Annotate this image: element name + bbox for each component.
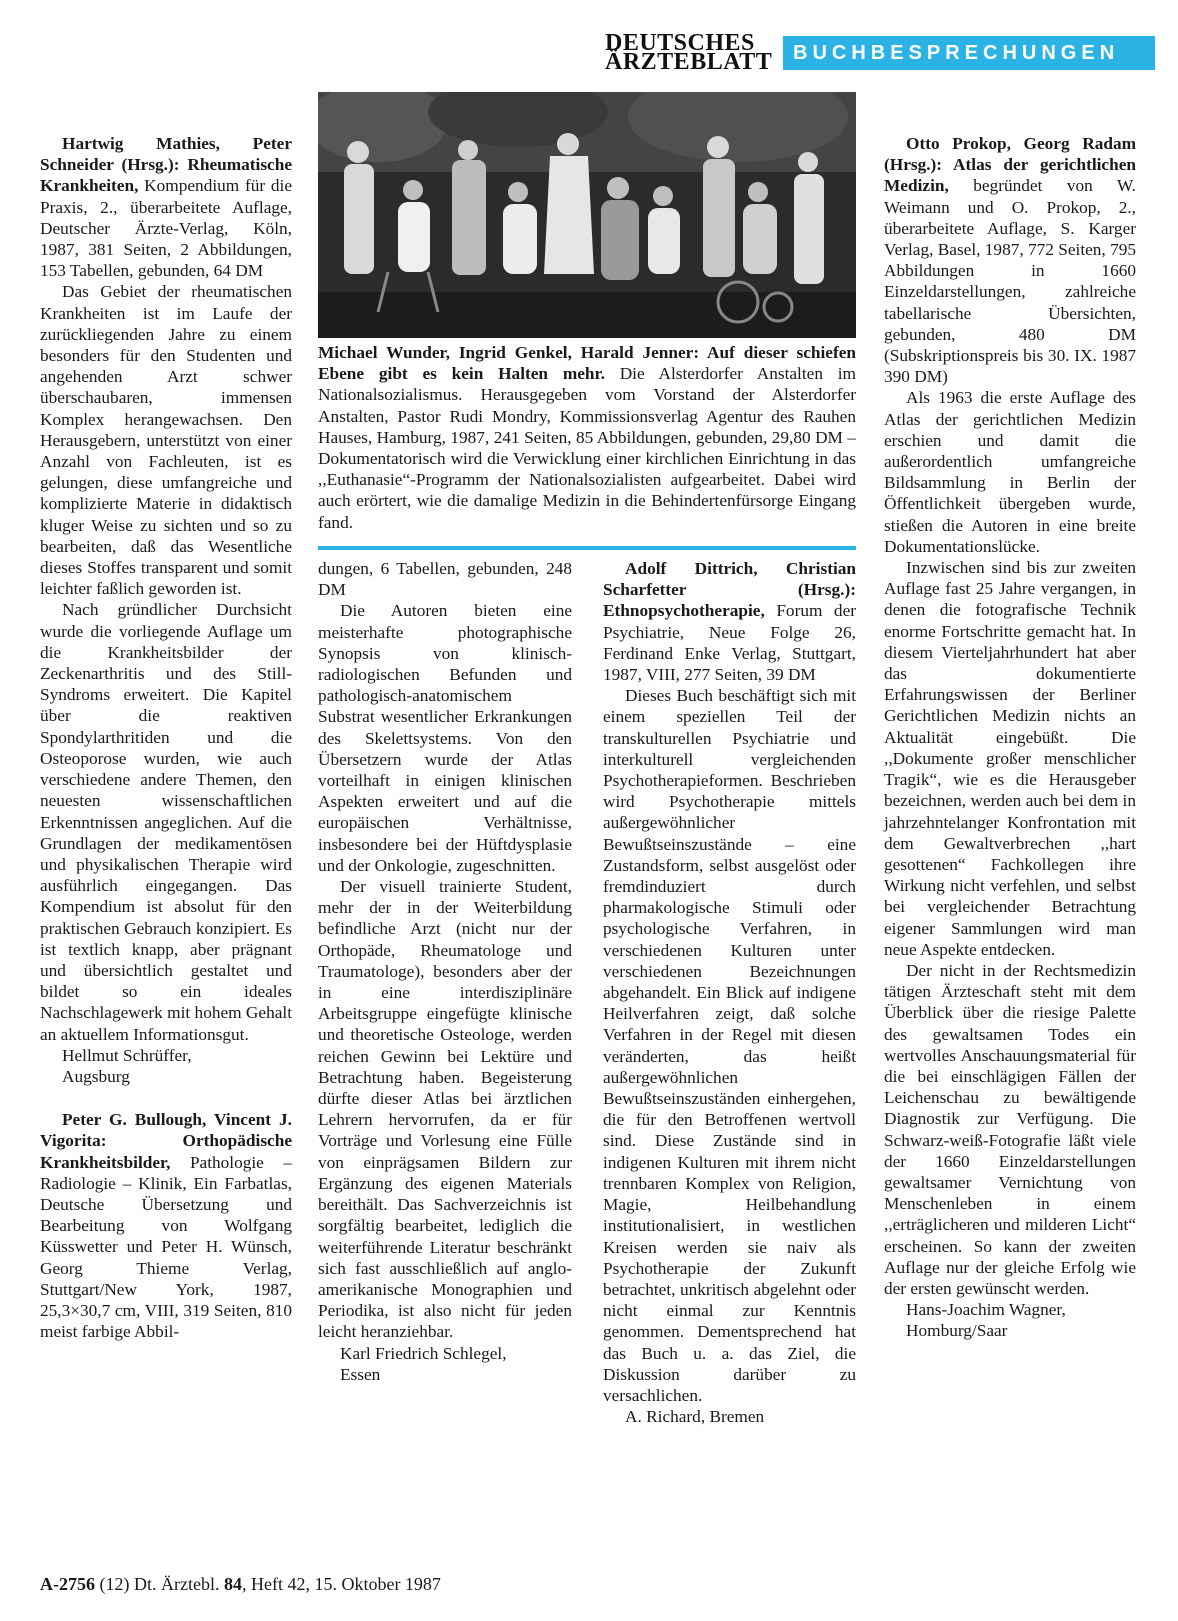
issue-prefix: (12) Dt. Ärztebl. xyxy=(95,1574,224,1594)
review-2-paragraph-1: Die Autoren bieten eine meisterhafte photographische Synopsis von klinisch-radiologischen Befunden und pathologisch-anatomischem Substrat wesentlicher Erkrankungen des Skelettsystems. Von den Übersetzern wurde der Atlas vorteilhaft in einigen klinischen Aspekten erweitert und auf die europäischen Verhältnisse, insbesondere bei der Hüftdysplasie und der Onkologie, zugeschnitten. xyxy=(318,601,572,875)
review-4-bibliography: begründet von W. Weimann und O. Prokop, 2., überarbeitete Auflage, S. Karger Verlag, Basel, 1987, 772 Seiten, 795 Abbildungen in 1660 Einzeldarstellungen, zahlreiche tabellarische Übersichten, gebunden, 480 DM (Subskriptionspreis bis 30. IX. 1987 390 DM) xyxy=(884,176,1136,387)
review-4-paragraph-2: Inzwischen sind bis zur zweiten Auflage fast 25 Jahre vergangen, in denen die fotografische Technik enorme Fortschritte gemacht hat. In diesem Vierteljahrhundert hat aber das dokumentierte Erfahrungswissen der Berliner Gerichtlichen Medizin nichts an Aktualität eingebüßt. Die ,,Dokumente großer menschlicher Tragik“, wie es die Herausgeber bezeichnen, werden auch bei dem in jahrzehntelanger Konfrontation mit dem Gewaltverbrechen ,,hart gesottenen“ Fachkollegen ihre Wirkung nicht verfehlen, und selbst bei vergleichender Betrachtung eigener Sammlungen wird man neue Aspekte entdecken. xyxy=(884,558,1136,959)
review-1-citation xyxy=(40,133,292,281)
caption-text: Die Alsterdorfer Anstalten im Nationalsozialismus. Herausgegeben vom Vorstand der Alsterdorfer Anstalten, Pastor Rudi Mondry, Kommissionsverlag Agentur des Rauhen Hauses, Hamburg, 1987, 241 Seiten, 85 Abbildungen, gebunden, 29,80 DM – Dokumentatorisch wird die Verwicklung einer kirchlichen Einrichtung in das ,,Euthanasie“-Programm der Nationalsozialisten aufgearbeitet. Dabei wird auch erörtert, wie die damalige Medizin in die Behindertenfürsorge Eingang fand. xyxy=(318,364,857,532)
review-1-signature-place: Augsburg xyxy=(62,1066,130,1086)
volume-number: 84 xyxy=(223,1574,242,1594)
review-1-heading: Hartwig Mathies, Peter Schneider (Hrsg.): Rheumatische Krankheiten, xyxy=(40,134,292,196)
review-4-signature-name: Hans-Joachim Wagner, xyxy=(906,1300,1066,1320)
review-2-signature-place: Essen xyxy=(340,1364,381,1384)
photo-caption xyxy=(318,342,856,533)
review-3-citation xyxy=(603,558,856,685)
review-3-heading: Adolf Dittrich, Christian Scharfetter (Hrsg.): Ethnopsychotherapie, xyxy=(603,559,856,621)
column-3 xyxy=(603,558,856,1427)
review-4-citation xyxy=(884,133,1136,387)
column-4 xyxy=(884,133,1136,1342)
page-number: A-2756 xyxy=(40,1574,95,1594)
review-3-signature: A. Richard, Bremen xyxy=(625,1407,765,1427)
review-4-signature-place: Homburg/Saar xyxy=(906,1321,1008,1341)
section-banner: BUCHBESPRECHUNGEN xyxy=(783,36,1155,70)
masthead xyxy=(605,30,1155,76)
journal-title-line1: DEUTSCHES xyxy=(605,30,755,56)
column-1 xyxy=(40,133,292,1342)
section-divider xyxy=(318,546,856,550)
journal-title-line2: ÄRZTEBLATT xyxy=(605,49,773,75)
review-4-paragraph-1: Als 1963 die erste Auflage des Atlas der gerichtlichen Medizin erschien und damit die außerordentlich umfangreiche Bildsammlung in Berlin der Öffentlichkeit übergeben wurde, stießen die Autoren in eine breite Dokumentationslücke. xyxy=(884,388,1136,556)
review-1-signature-name: Hellmut Schrüffer, xyxy=(62,1045,192,1065)
review-2-citation xyxy=(40,1109,292,1342)
caption-heading: Michael Wunder, Ingrid Genkel, Harald Jenner: Auf dieser schiefen Ebene gibt es kein Halten mehr. xyxy=(318,343,856,384)
review-2-bibliography: Pathologie – Radiologie – Klinik, Ein Farbatlas, Deutsche Übersetzung und Bearbeitung von Wolfgang Küsswetter und Peter H. Wünsch, Georg Thieme Verlag, Stuttgart/New York, 1987, 25,3×30,7 cm, VIII, 319 Seiten, 810 meist farbige Abbil- xyxy=(40,1152,292,1342)
photo-illustration xyxy=(318,92,856,338)
review-1-bibliography: Kompendium für die Praxis, 2., überarbeitete Auflage, Deutscher Ärzte-Verlag, Köln, 1987, 381 Seiten, 2 Abbildungen, 153 Tabellen, gebunden, 64 DM xyxy=(40,176,292,281)
review-2-heading: Peter G. Bullough, Vincent J. Vigorita: Orthopädische Krankheitsbilder, xyxy=(40,1110,292,1172)
page-footer xyxy=(40,1574,441,1595)
review-2-bibliography-continued: dungen, 6 Tabellen, gebunden, 248 DM xyxy=(318,559,572,600)
column-2 xyxy=(318,558,572,1385)
review-1-paragraph-1: Das Gebiet der rheumatischen Krankheiten ist im Laufe der zurückliegenden Jahre zu einem besonders für den Studenten und angehenden Arzt schwer überschaubaren, immensen Komplex herangewachsen. Den Herausgebern, unterstützt von einer Anzahl von Fachleuten, ist es gelungen, diese umfangreiche und komplizierte Materie in didaktisch kluger Weise zu sichten und so zu bearbeiten, daß das Wesentliche dieses Stoffes transparent und somit leichter faßlich geworden ist. xyxy=(40,282,292,599)
review-1-paragraph-2: Nach gründlicher Durchsicht wurde die vorliegende Auflage um die Krankheitsbilder der Zeckenarthritis und des Still-Syndroms erweitert. Die Kapitel über die reaktiven Spondylarthritiden und die Osteoporose wurden, wie auch verschiedene andere Themen, den neuesten wissenschaftlichen Erkenntnissen angeglichen. Auf die Grundlagen der medikamentösen und physikalischen Therapie wird ausführlich eingegangen. Das Kompendium ist absolut für den praktischen Gebrauch konzipiert. Es ist textlich knapp, aber prägnant und übersichtlich gestaltet und bildet so ein ideales Nachschlagewerk mit hohem Gehalt an aktuellem Informationsgut. xyxy=(40,600,292,1044)
review-3-paragraph-1: Dieses Buch beschäftigt sich mit einem speziellen Teil der transkulturellen Psychiatrie und interkulturell vergleichenden Psychotherapieformen. Beschrieben wird Psychotherapie mittels außergewöhnlicher Bewußtseinszustände – eine Zustandsform, selbst ausgelöst oder fremdinduziert durch pharmakologische Stimuli oder psychologische Verfahren, in verschiedenen Kulturen unter verschiedenen Bezeichnungen abgehandelt. Ein Blick auf indigene Heilverfahren zeigt, daß solche Verfahren in der Regel mit diesen veränderten, das heißt außergewöhnlichen Bewußtseinszuständen einhergehen, die für den Betroffenen wertvoll sind. Diese Zustände sind in indigenen Kulturen mit ihrem nicht trennbaren Komplex von Religion, Magie, Heilbehandlung institutionalisiert, in westlichen Kreisen werden sie naiv als Psychotherapie der Zukunft betrachtet, unkritisch abgelehnt oder nicht einmal zur Kenntnis genommen. Dementsprechend hat das Buch u. a. das Ziel, die Diskussion darüber zu versachlichen. xyxy=(603,686,856,1405)
review-2-paragraph-2: Der visuell trainierte Student, mehr der in der Weiterbildung befindliche Arzt (nicht nur der Orthopäde, Rheumatologe und Traumatologe), besonders aber der in eine interdisziplinäre Arbeitsgruppe eingefügte klinische und theoretische Osteologe, werden reichen Gewinn bei Lektüre und Betrachtung haben. Begeisterung dürfte dieser Atlas bei ärztlichen Lehrern hervorrufen, da er für Vorträge und Vorlesung eine Fülle von einprägsamen Bildern zur Ergänzung des eigenen Materials bereithält. Das Sachverzeichnis ist sorgfältig bearbeitet, lediglich die weiterführende Literatur beschränkt sich fast ausschließlich auf anglo-amerikanische Monographien und Periodika, ist also nicht für jeden leicht heranziehbar. xyxy=(318,877,572,1342)
review-4-heading: Otto Prokop, Georg Radam (Hrsg.): Atlas der gerichtlichen Medizin, xyxy=(884,134,1136,196)
review-3-bibliography: Forum der Psychiatrie, Neue Folge 26, Ferdinand Enke Verlag, Stuttgart, 1987, VIII, 277 Seiten, 39 DM xyxy=(603,601,856,685)
review-4-paragraph-3: Der nicht in der Rechtsmedizin tätigen Ärzteschaft steht mit dem Überblick über die riesige Palette des gewaltsamen Todes ein wertvolles Anschauungsmaterial für die bei einschlägigen Fällen der Leichenschau zu bewältigende Diagnostik zur Verfügung. Die Schwarz-weiß-Fotografie läßt viele der 1660 Einzeldarstellungen gewaltsamer Vernichtung von Menschenleben in einem ,,erträglicheren und milderen Licht“ erscheinen. So kann der zweiten Auflage nur der gleiche Erfolg wie der ersten gewünscht werden. xyxy=(884,960,1136,1298)
journal-title xyxy=(605,30,775,75)
review-2-signature-name: Karl Friedrich Schlegel, xyxy=(340,1343,507,1363)
issue-suffix: , Heft 42, 15. Oktober 1987 xyxy=(241,1574,441,1594)
historical-photo xyxy=(318,92,856,338)
